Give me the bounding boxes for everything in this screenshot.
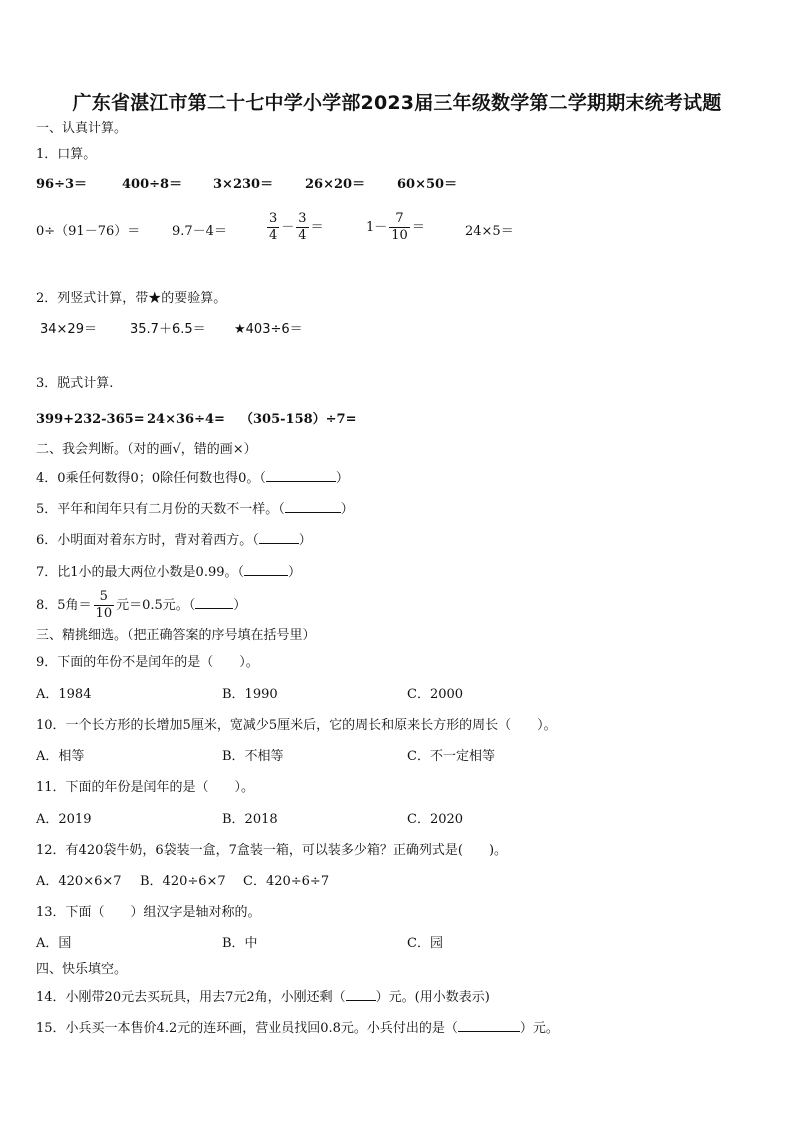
- q1-item: 400÷8＝: [122, 177, 183, 192]
- question-5: [36, 499, 354, 519]
- question-text: 8．5角＝: [36, 598, 92, 613]
- question-7: [36, 562, 301, 582]
- question-11: 11．下面的年份是闰年的是（ ）。: [36, 780, 255, 795]
- question-text: 4．0乘任何数得0；0除任何数也得0。（: [36, 471, 266, 486]
- question-4: [36, 468, 349, 488]
- option-b[interactable]: B．1990: [222, 687, 278, 702]
- numerator: 7: [395, 211, 404, 226]
- q1-item: 24×5＝: [465, 224, 514, 239]
- option-c[interactable]: C．2020: [407, 812, 464, 827]
- option-a[interactable]: A．国: [36, 936, 72, 951]
- q1-fraction-expression: [366, 211, 425, 244]
- q3-item: 24×36÷4=: [147, 412, 225, 427]
- option-a[interactable]: A．420×6×7: [36, 874, 122, 889]
- q1-item: 60×50＝: [397, 177, 458, 192]
- option-a[interactable]: A．相等: [36, 749, 85, 764]
- question-text: 5．平年和闰年只有二月份的天数不一样。（: [36, 502, 285, 517]
- q1-item: 3×230＝: [213, 177, 274, 192]
- page-title: 广东省湛江市第二十七中学小学部2023届三年级数学第二学期期末统考试题: [72, 92, 722, 114]
- question-9: 9．下面的年份不是闰年的是（ ）。: [36, 655, 259, 670]
- denominator: 10: [391, 228, 408, 243]
- option-a[interactable]: A．2019: [36, 812, 92, 827]
- question-text: 14．小刚带20元去买玩具，用去7元2角，小刚还剩（: [36, 990, 346, 1005]
- question-close: ）元。(用小数表示): [375, 990, 490, 1005]
- option-c[interactable]: C．园: [407, 936, 443, 951]
- equals-sign: ＝: [411, 220, 425, 235]
- minus-sign: －: [281, 220, 295, 235]
- option-b[interactable]: B．420÷6×7: [140, 874, 226, 889]
- numerator: 3: [269, 211, 278, 226]
- q2-label: 2．列竖式计算，带★的要验算。: [36, 291, 227, 306]
- fraction: [389, 211, 410, 244]
- denominator: 10: [95, 606, 113, 621]
- option-a[interactable]: A．1984: [36, 687, 92, 702]
- fraction: [267, 211, 279, 244]
- equals-sign: ＝: [310, 220, 324, 235]
- answer-blank[interactable]: [244, 562, 288, 576]
- q1-item: 0÷（91－76）＝: [36, 224, 141, 239]
- question-close: ）元。: [519, 1021, 559, 1036]
- question-close: ）: [335, 471, 349, 486]
- section3-heading: 三、精挑细选。（把正确答案的序号填在括号里）: [36, 628, 316, 643]
- answer-blank[interactable]: [266, 468, 336, 482]
- answer-blank[interactable]: [259, 530, 299, 544]
- answer-blank[interactable]: [346, 987, 376, 1001]
- option-b[interactable]: B．中: [222, 936, 258, 951]
- q3-item: （305-158）÷7=: [240, 412, 357, 427]
- option-c[interactable]: C．2000: [407, 687, 464, 702]
- q1-item: 9.7－4＝: [172, 224, 227, 239]
- q2-item: ★403÷6＝: [234, 322, 303, 337]
- question-14: [36, 987, 490, 1007]
- q3-item: 399+232-365=: [36, 412, 145, 427]
- prefix: 1－: [366, 220, 388, 235]
- question-text: 15．小兵买一本售价4.2元的连环画，营业员找回0.8元。小兵付出的是（: [36, 1021, 458, 1036]
- section4-heading: 四、快乐填空。: [36, 962, 128, 977]
- denominator: 4: [269, 228, 278, 243]
- section2-heading: 二、我会判断。（对的画√，错的画×）: [36, 442, 257, 457]
- fraction: [94, 589, 115, 622]
- answer-blank[interactable]: [458, 1018, 520, 1032]
- q3-label: 3．脱式计算.: [36, 376, 114, 391]
- question-close: ）: [233, 598, 247, 613]
- option-c[interactable]: C．420÷6÷7: [243, 874, 330, 889]
- section1-heading: 一、认真计算。: [36, 121, 128, 136]
- q2-item: 34×29＝: [40, 322, 97, 337]
- question-13: 13．下面（ ）组汉字是轴对称的。: [36, 905, 261, 920]
- fraction: [296, 211, 308, 244]
- question-text: 7．比1小的最大两位小数是0.99。（: [36, 565, 244, 580]
- q1-item: 96÷3＝: [36, 177, 88, 192]
- q1-label: 1．口算。: [36, 147, 97, 162]
- question-8: [36, 589, 246, 622]
- option-b[interactable]: B．2018: [222, 812, 278, 827]
- q1-fraction-expression: [265, 211, 324, 244]
- question-text: 元＝0.5元。（: [116, 598, 196, 613]
- question-10: 10．一个长方形的长增加5厘米，宽减少5厘米后，它的周长和原来长方形的周长（ ）。: [36, 718, 557, 733]
- option-c[interactable]: C．不一定相等: [407, 749, 495, 764]
- q2-item: 35.7＋6.5＝: [130, 322, 206, 337]
- question-close: ）: [340, 502, 354, 517]
- question-15: [36, 1018, 559, 1038]
- question-12: 12．有420袋牛奶，6袋装一盒，7盒装一箱，可以装多少箱？正确列式是( )。: [36, 843, 508, 858]
- numerator: 3: [298, 211, 307, 226]
- denominator: 4: [298, 228, 307, 243]
- answer-blank[interactable]: [195, 595, 233, 609]
- question-text: 6．小明面对着东方时，背对着西方。（: [36, 533, 259, 548]
- option-b[interactable]: B．不相等: [222, 749, 284, 764]
- q1-item: 26×20＝: [305, 177, 366, 192]
- question-close: ）: [298, 533, 312, 548]
- question-6: [36, 530, 312, 550]
- answer-blank[interactable]: [285, 499, 341, 513]
- numerator: 5: [99, 589, 108, 604]
- question-close: ）: [288, 565, 302, 580]
